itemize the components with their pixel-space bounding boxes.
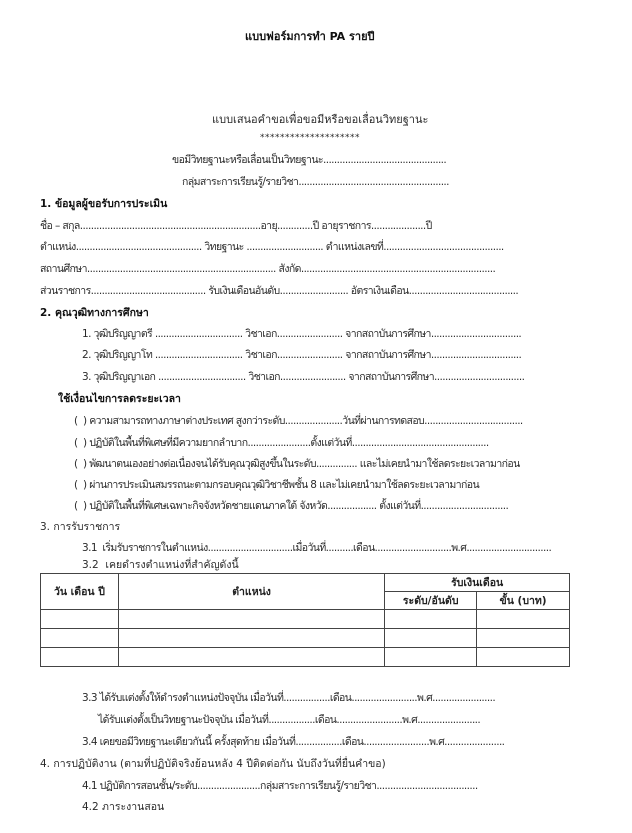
table-row: [41, 629, 570, 648]
academic-standing-line: ขอมีวิทยฐานะหรือเลื่อนเป็นวิทยฐานะ.............................................: [172, 154, 447, 166]
section4-heading: 4. การปฏิบัติงาน (ตามที่ปฏิบัติจริงย้อนหลัง 4 ปีติดต่อกัน นับถึงวันที่ยื่นคำขอ): [40, 758, 386, 770]
section1-row-agency: ส่วนราชการ.......................................... รับเงินเดือนอันดับ......................... อัตราเงินเดือน........................................: [40, 285, 519, 297]
item-3-2: 3.2 เคยดำรงตำแหน่งที่สำคัญดังนี้: [82, 559, 239, 571]
col-header-date: วัน เดือน ปี: [41, 574, 119, 610]
section1-row-school: สถานศึกษา..................................................................... สังกัด.......................................................................: [40, 263, 496, 275]
section1-heading: 1. ข้อมูลผู้ขอรับการประเมิน: [40, 198, 168, 210]
table-row: [41, 648, 570, 667]
section2-heading: 2. คุณวุฒิทางการศึกษา: [40, 307, 149, 319]
page-top-title: แบบฟอร์มการทำ PA รายปี: [245, 30, 375, 43]
section1-row-name: ชื่อ – สกุล..................................................................อายุ.............ปี อายุราชการ....................ปี: [40, 220, 432, 232]
reduction-row-hardship-area: ( ) ปฏิบัติในพื้นที่พิเศษที่มีความยากลำบาก.......................ตั้งแต่วันที่..................................................: [74, 437, 489, 449]
degree-master-row: 2. วุฒิปริญญาโท ................................ วิชาเอก........................ จากสถาบันการศึกษา.................................: [82, 349, 522, 361]
col-header-level: ระดับ/อันดับ: [385, 592, 477, 610]
item-3-3-current-position: 3.3 ได้รับแต่งตั้งให้ดำรงตำแหน่งปัจจุบัน เมื่อวันที่.................เดือน........................พ.ศ.......................: [82, 692, 496, 704]
section1-row-position: ตำแหน่ง.............................................. วิทยฐานะ ............................ ตำแหน่งเลขที่............................................: [40, 241, 504, 253]
positions-table: [40, 573, 570, 667]
form-title: แบบเสนอคำขอเพื่อขอมีหรือขอเลื่อนวิทยฐานะ: [212, 113, 429, 126]
item-3-3-current-standing: ได้รับแต่งตั้งเป็นวิทยฐานะปัจจุบัน เมื่อวันที่.................เดือน........................พ.ศ.......................: [98, 714, 481, 726]
reduction-heading: ใช้เงื่อนไขการลดระยะเวลา: [58, 393, 181, 405]
col-header-step: ขั้น (บาท): [477, 592, 570, 610]
item-4-2: 4.2 ภาระงานสอน: [82, 801, 165, 813]
degree-doctor-row: 3. วุฒิปริญญาเอก ................................ วิชาเอก........................ จากสถาบันการศึกษา.................................: [82, 371, 525, 383]
reduction-row-language: ( ) ความสามารถทางภาษาต่างประเทศ สูงกว่าระดับ.....................วันที่ผ่านการทดสอบ....................................: [74, 415, 523, 427]
section3-heading: 3. การรับราชการ: [40, 521, 121, 533]
degree-bachelor-row: 1. วุฒิปริญญาตรี ................................ วิชาเอก........................ จากสถาบันการศึกษา.................................: [82, 328, 522, 340]
item-4-1: 4.1 ปฏิบัติการสอนชั้น/ระดับ.......................กลุ่มสาระการเรียนรู้/รายวิชา.....................................: [82, 780, 478, 792]
col-header-salary: รับเงินเดือน: [385, 574, 570, 592]
reduction-row-competency: ( ) ผ่านการประเมินสมรรถนะตามกรอบคุณวุฒิวิชาชีพชั้น 8 และไม่เคยนำมาใช้ลดระยะเวลามาก่อน: [74, 479, 480, 491]
reduction-row-southern-border: ( ) ปฏิบัติในพื้นที่พิเศษเฉพาะกิจจังหวัดชายแดนภาคใต้ จังหวัด.................. ตั้งแต่วันที่................................: [74, 500, 509, 512]
reduction-row-self-development: ( ) พัฒนาตนเองอย่างต่อเนื่องจนได้รับคุณวุฒิสูงขึ้นในระดับ............... และไม่เคยนำมาใช้ลดระยะเวลามาก่อน: [74, 458, 520, 470]
col-header-position: ตำแหน่ง: [118, 574, 384, 610]
item-3-4: 3.4 เคยขอมีวิทยฐานะเดียวกันนี้ ครั้งสุดท้าย เมื่อวันที่.................เดือน........................พ.ศ......................: [82, 736, 505, 748]
item-3-1: 3.1 เริ่มรับราชการในตำแหน่ง...............................เมื่อวันที่..........เดือน............................พ.ศ...............................: [82, 542, 552, 554]
table-row: [41, 610, 570, 629]
subject-group-line: กลุ่มสาระการเรียนรู้/รายวิชา.......................................................: [182, 176, 449, 188]
stars-divider: ********************: [260, 133, 360, 143]
